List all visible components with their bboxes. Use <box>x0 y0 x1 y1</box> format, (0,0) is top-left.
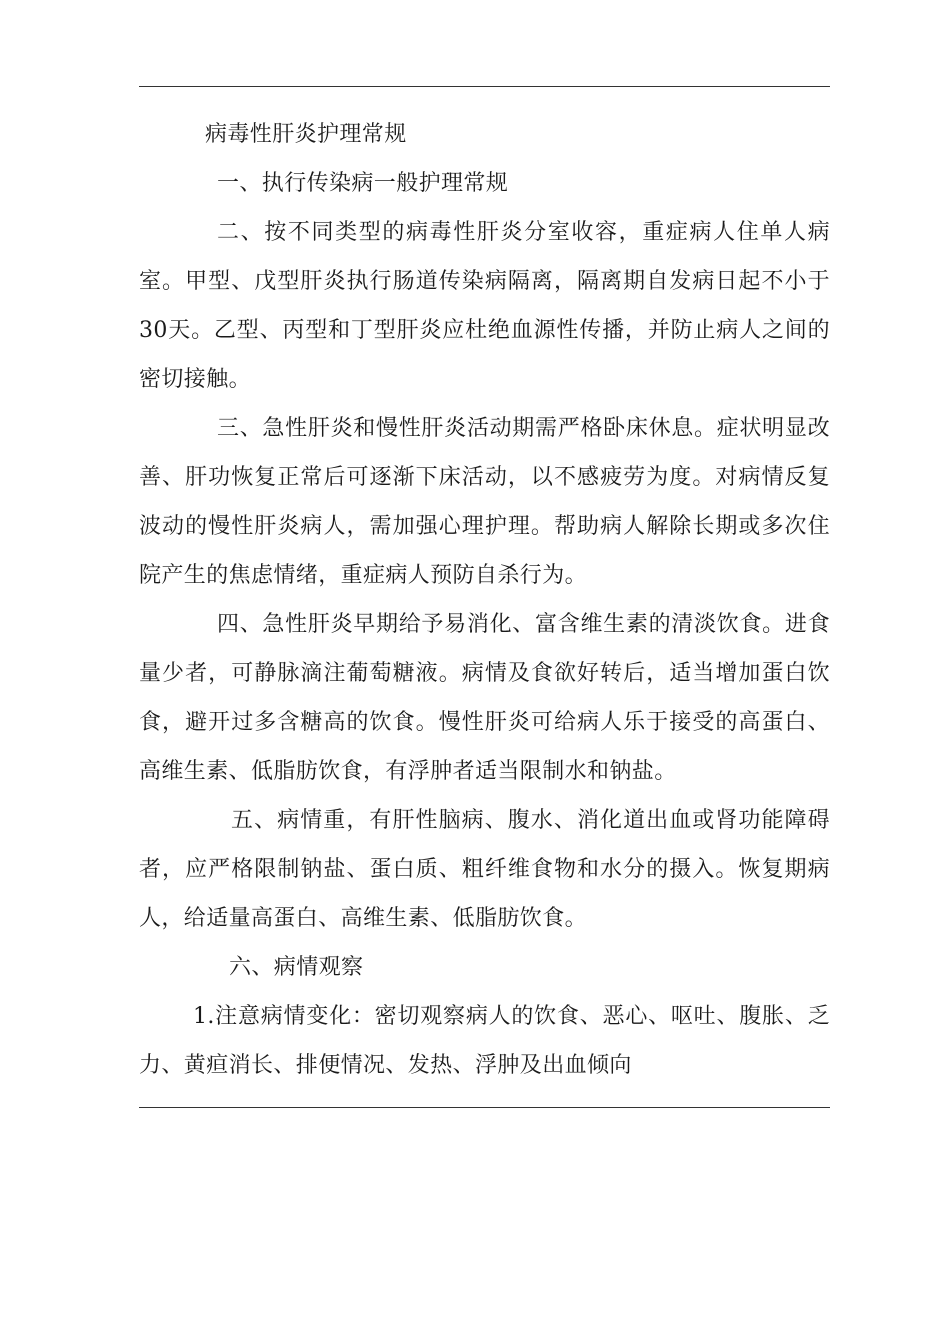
section-4-line: 食，避开过多含糖高的饮食。慢性肝炎可给病人乐于接受的高蛋白、 <box>139 710 830 735</box>
section-4-line: 四、急性肝炎早期给予易消化、富含维生素的清淡饮食。进食 <box>217 612 830 637</box>
section-3-line: 波动的慢性肝炎病人，需加强心理护理。帮助病人解除长期或多次住 <box>139 514 830 539</box>
section-3-line: 善、肝功恢复正常后可逐渐下床活动，以不感疲劳为度。对病情反复 <box>139 465 830 490</box>
section-1: 一、执行传染病一般护理常规 <box>217 171 509 196</box>
section-4-line: 高维生素、低脂肪饮食，有浮肿者适当限制水和钠盐。 <box>139 759 677 784</box>
section-2-line: 室。甲型、戊型肝炎执行肠道传染病隔离，隔离期自发病日起不小于 <box>139 269 830 294</box>
section-5-line: 五、病情重，有肝性脑病、腹水、消化道出血或肾功能障碍 <box>231 808 830 833</box>
section-5-line: 者，应严格限制钠盐、蛋白质、粗纤维食物和水分的摄入。恢复期病 <box>139 857 830 882</box>
section-5-line: 人，给适量高蛋白、高维生素、低脂肪饮食。 <box>139 906 588 931</box>
footer-rule <box>139 1107 830 1108</box>
section-3-line: 院产生的焦虑情绪，重症病人预防自杀行为。 <box>139 563 588 588</box>
item-1-line: 力、黄疸消长、排便情况、发热、浮肿及出血倾向 <box>139 1053 632 1078</box>
section-2 <box>139 208 830 404</box>
item-1 <box>139 992 830 1090</box>
section-2-line: 密切接触。 <box>139 367 252 392</box>
item-1-line: 1.注意病情变化：密切观察病人的饮食、恶心、呕吐、腹胀、乏 <box>193 1004 830 1029</box>
section-3 <box>139 404 830 600</box>
section-6: 六、病情观察 <box>229 955 364 980</box>
section-2-line: 二、按不同类型的病毒性肝炎分室收容，重症病人住单人病 <box>217 220 830 245</box>
section-5 <box>139 796 830 943</box>
section-3-line: 三、急性肝炎和慢性肝炎活动期需严格卧床休息。症状明显改 <box>217 416 830 441</box>
document-body <box>139 110 830 1090</box>
section-4 <box>139 600 830 796</box>
header-rule <box>139 86 830 87</box>
document-title: 病毒性肝炎护理常规 <box>205 122 407 147</box>
section-4-line: 量少者，可静脉滴注葡萄糖液。病情及食欲好转后，适当增加蛋白饮 <box>139 661 830 686</box>
section-2-line: 30天。乙型、丙型和丁型肝炎应杜绝血源性传播，并防止病人之间的 <box>139 318 830 343</box>
